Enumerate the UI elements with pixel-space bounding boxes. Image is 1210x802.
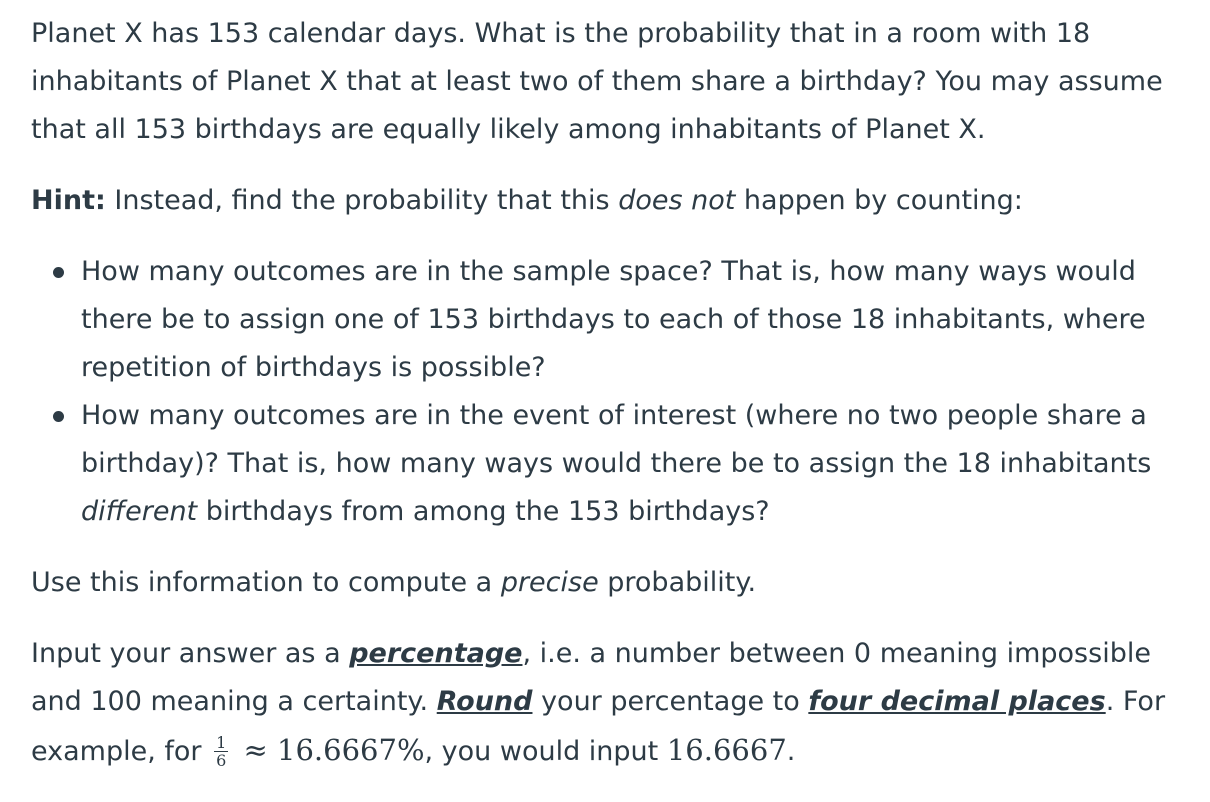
- hint-label: Hint:: [31, 185, 106, 216]
- instr-text-3: your percentage to: [532, 686, 809, 717]
- use-info-text-after: probability.: [598, 567, 757, 598]
- instr-text-2: , i.e. a number between 0 meaning impossible and 100 meaning a certainty.: [31, 638, 1151, 717]
- bullet-event-text-before: How many outcomes are in the event of interest (where no two people share a birthday)? That is, how many ways would there be to assign the 18 inhabitants: [81, 400, 1152, 479]
- keyword-percentage: percentage: [349, 638, 523, 669]
- use-info-paragraph: [31, 559, 1203, 607]
- use-info-text-before: Use this information to compute a: [31, 567, 501, 598]
- example-percentage: 16.6667%: [277, 733, 425, 767]
- approx-symbol: ≈: [234, 733, 278, 767]
- instr-text-1: Input your answer as a: [31, 638, 350, 669]
- keyword-four-decimal-places: four decimal places: [808, 686, 1106, 717]
- instr-text-4: . For example, for: [31, 686, 1166, 767]
- input-instructions-paragraph: [31, 630, 1203, 776]
- bullet-sample-space-text: How many outcomes are in the sample space? That is, how many ways would there be to assign one of 153 birthdays to each of those 18 inhabitants, where repetition of birthdays is possible?: [81, 256, 1146, 383]
- question-body: [31, 10, 1203, 776]
- hint-text-after: happen by counting:: [735, 185, 1023, 216]
- instr-text-5: , you would input: [424, 736, 667, 767]
- bullet-event-of-interest: [81, 392, 1203, 536]
- fraction-numerator: 1: [216, 733, 227, 752]
- hint-paragraph: [31, 177, 1203, 225]
- hint-text-before: Instead, find the probability that this: [105, 185, 619, 216]
- bullet-event-emphasis: different: [81, 496, 198, 527]
- question-text: Planet X has 153 calendar days. What is the probability that in a room with 18 inhabitants of Planet X that at least two of them share a birthday? You may assume that all 153 birthdays are equally likely among inhabitants of Planet X.: [31, 18, 1163, 145]
- hint-bullet-list: [31, 248, 1203, 536]
- example-input-value: 16.6667: [666, 733, 787, 767]
- fraction-one-sixth: [214, 734, 228, 769]
- keyword-round: Round: [436, 686, 533, 717]
- fraction-denominator: 6: [216, 751, 227, 770]
- use-info-emphasis: precise: [500, 567, 599, 598]
- instr-text-6: .: [786, 736, 796, 767]
- hint-emphasis: does not: [618, 185, 736, 216]
- bullet-sample-space: [81, 248, 1203, 392]
- bullet-event-text-after: birthdays from among the 153 birthdays?: [197, 496, 770, 527]
